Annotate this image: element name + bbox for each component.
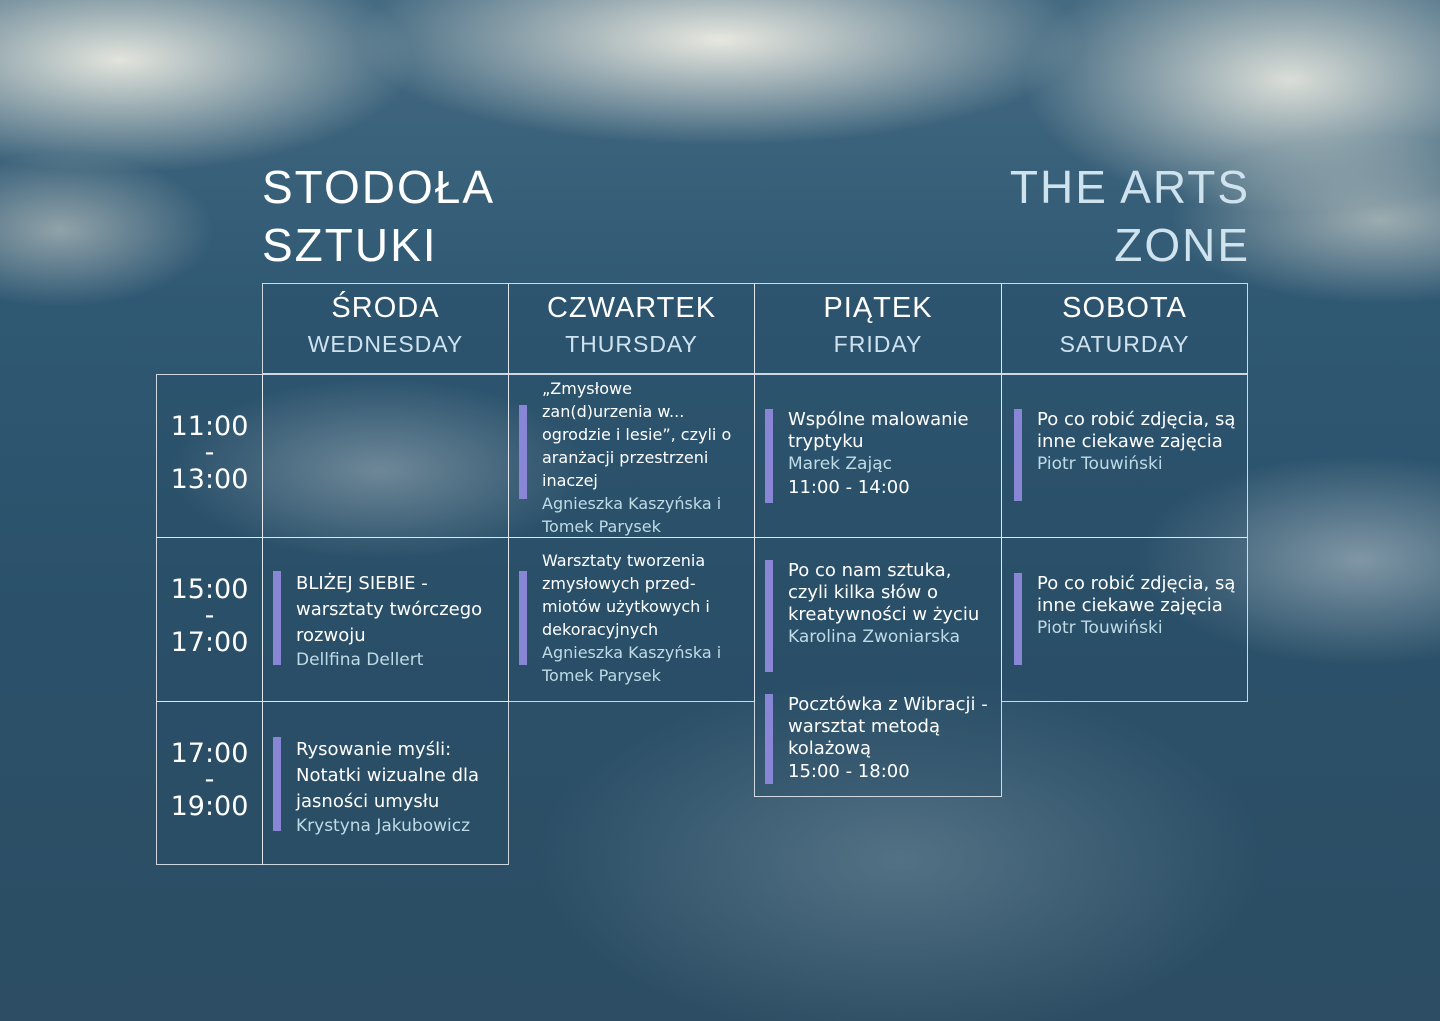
event-title: Pocztówka z Wibracji - warsztat metodą kolażową <box>788 694 988 759</box>
event-title: BLIŻEJ SIEBIE - warsztaty twórczego rozwoju <box>296 573 483 646</box>
cell-saturday-slot-2 <box>1001 537 1248 702</box>
day-name-en: FRIDAY <box>833 331 923 357</box>
event-presenter: Marek Zając <box>788 454 892 474</box>
title-polish-line1: STODOŁA <box>262 161 495 213</box>
event-presenter: Krystyna Jakubowicz <box>296 816 470 836</box>
day-name-pl: CZWARTEK <box>546 292 717 324</box>
title-polish-line2: SZTUKI <box>262 219 438 271</box>
event-time: 11:00 - 14:00 <box>788 477 910 498</box>
day-header-thursday <box>508 283 755 374</box>
day-header-saturday <box>1001 283 1248 374</box>
event-time: 15:00 - 18:00 <box>788 761 910 782</box>
time-separator: - <box>204 437 215 468</box>
event-presenter: Dellfina Dellert <box>296 650 424 670</box>
event-card[interactable] <box>273 737 501 836</box>
cell-friday-slot-2 <box>754 537 1002 797</box>
day-name-pl: SOBOTA <box>1062 292 1187 324</box>
cell-wednesday-slot-2 <box>262 537 509 702</box>
time-range <box>157 702 262 820</box>
time-start: 11:00 <box>170 411 249 442</box>
time-start: 17:00 <box>170 738 249 769</box>
time-slot-3 <box>156 701 263 865</box>
cell-wednesday-slot-1 <box>262 374 509 538</box>
day-header-wednesday <box>262 283 509 374</box>
time-range <box>157 538 262 656</box>
event-presenters: Agnieszka Kaszyńska i Tomek Parysek <box>542 643 722 685</box>
time-range <box>157 375 262 493</box>
time-slot-2 <box>156 537 263 702</box>
time-end: 17:00 <box>170 627 249 658</box>
cell-friday-slot-1 <box>754 374 1002 538</box>
event-card[interactable] <box>1014 573 1242 665</box>
event-title: Warsztaty tworzenia zmysłowych przed-miotów użytkowych i dekoracyjnych <box>542 551 710 639</box>
day-name-pl: PIĄTEK <box>823 292 933 324</box>
event-card[interactable] <box>1014 409 1242 501</box>
event-presenters: Agnieszka Kaszyńska i Tomek Parysek <box>542 494 722 536</box>
time-separator: - <box>204 600 215 631</box>
event-presenter: Piotr Touwiński <box>1037 454 1163 474</box>
event-card[interactable] <box>765 409 995 503</box>
event-title: Rysowanie myśli: Notatki wizualne dla jasności umysłu <box>296 739 480 812</box>
title-english <box>1010 158 1250 274</box>
event-title: Po co robić zdjęcia, są inne ciekawe zajęcia <box>1037 573 1236 616</box>
event-title: Po co robić zdjęcia, są inne ciekawe zajęcia <box>1037 409 1236 452</box>
event-presenter: Karolina Zwoniarska <box>788 627 961 647</box>
time-separator: - <box>204 764 215 795</box>
day-name-en: WEDNESDAY <box>307 331 464 357</box>
day-header-friday <box>754 283 1002 374</box>
day-name-en: SATURDAY <box>1059 331 1190 357</box>
event-title: Wspólne malowanie tryptyku <box>788 409 969 452</box>
time-start: 15:00 <box>170 574 249 605</box>
time-slot-1 <box>156 374 263 538</box>
event-card[interactable] <box>765 560 995 672</box>
event-card[interactable] <box>765 694 995 784</box>
time-end: 19:00 <box>170 791 249 822</box>
time-end: 13:00 <box>170 464 249 495</box>
cell-saturday-slot-1 <box>1001 374 1248 538</box>
day-name-pl: ŚRODA <box>331 292 440 324</box>
title-english-line1: THE ARTS <box>1009 161 1250 213</box>
event-title: Po co nam sztuka, czyli kilka słów o kreatywności w życiu <box>788 560 980 625</box>
cell-thursday-slot-2 <box>508 537 755 702</box>
event-card[interactable] <box>519 551 747 685</box>
day-name-en: THURSDAY <box>565 331 698 357</box>
title-polish <box>262 158 495 274</box>
title-english-line2: ZONE <box>1114 219 1250 271</box>
event-card[interactable] <box>519 379 747 536</box>
event-title: „Zmysłowe zan(d)urzenia w... ogrodzie i lesie”, czyli o aranżacji przestrzeni inaczej <box>542 379 732 490</box>
event-card[interactable] <box>273 571 501 670</box>
cell-thursday-slot-1 <box>508 374 755 538</box>
cell-wednesday-slot-3 <box>262 701 509 865</box>
event-presenter: Piotr Touwiński <box>1037 618 1163 638</box>
